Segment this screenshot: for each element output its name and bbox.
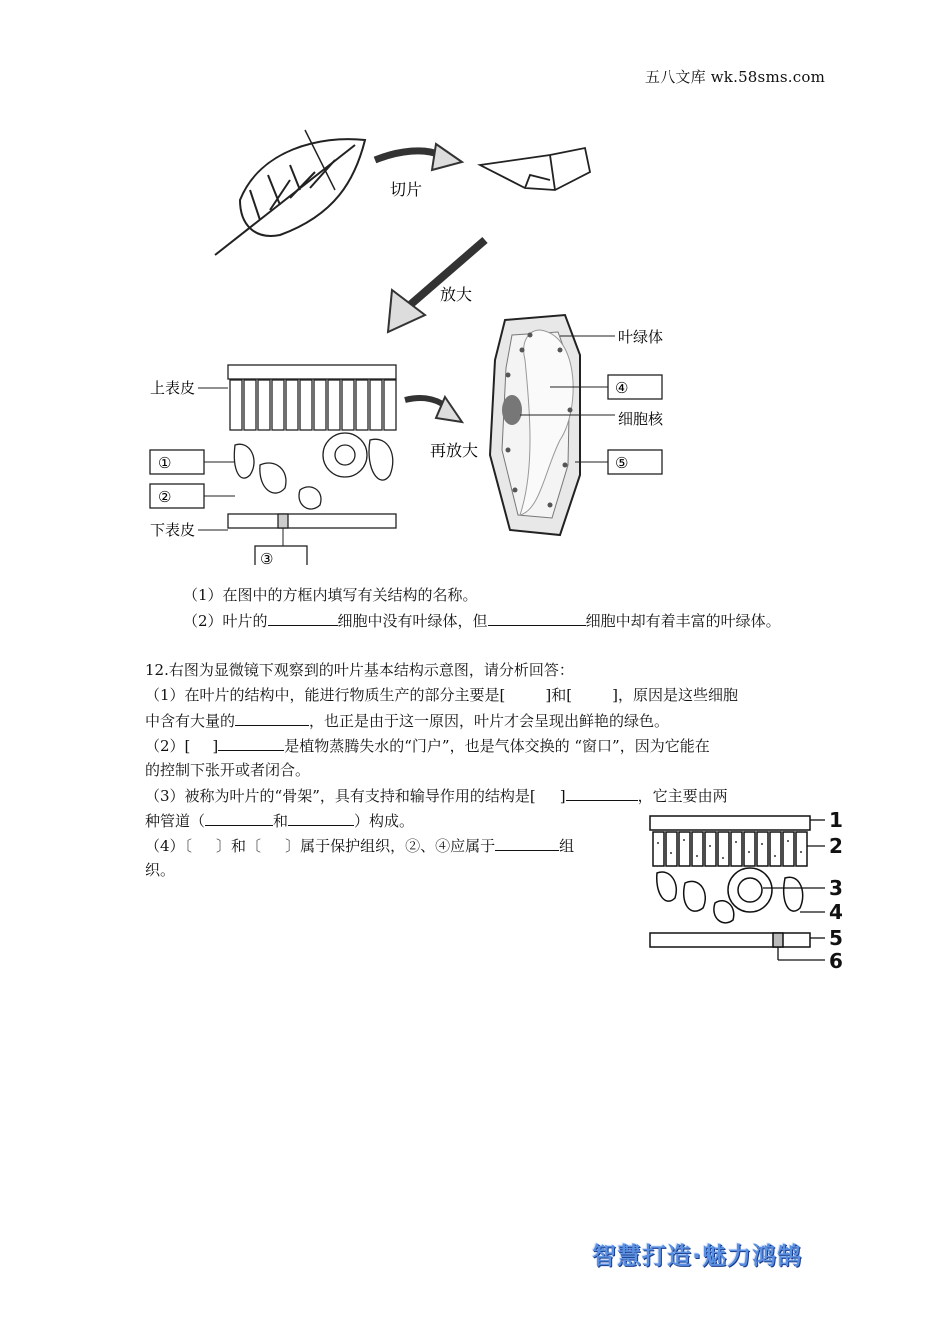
box-3-label: ③: [260, 550, 274, 565]
answer-blank[interactable]: [235, 709, 309, 726]
fig2-label-4: 4: [829, 900, 843, 924]
q12-part1-line2: 中含有大量的 ，也正是由于这一原因，叶片才会呈现出鲜艳的绿色。: [145, 709, 669, 732]
q12-part4-line2: 织。: [145, 861, 176, 879]
answer-blank[interactable]: [288, 809, 354, 826]
header-site-name: 五八文库 wk.58sms.com: [645, 68, 825, 86]
chloroplast-label: 叶绿体: [618, 328, 664, 346]
leaf-slice-icon: [480, 148, 590, 190]
fig2-label-3: 3: [829, 876, 843, 900]
nucleus-label: 细胞核: [618, 410, 664, 428]
q12-part2-line1: （2）[ ] 是植物蒸腾失水的“门户”，也是气体交换的 “窗口”，因为它能在: [145, 734, 710, 757]
zoom-again-arrow-icon: [405, 397, 462, 422]
leaf-cross-section: [228, 365, 396, 528]
slice-label: 切片: [390, 180, 423, 199]
zoom-label: 放大: [440, 285, 473, 304]
upper-epidermis-label: 上表皮: [150, 379, 196, 397]
slice-arrow-icon: [375, 144, 462, 170]
q12-part1-line1: （1）在叶片的结构中，能进行物质生产的部分主要是[ ]和[ ]，原因是这些细胞: [145, 686, 738, 704]
box-1-label: ①: [158, 454, 172, 472]
zoom-again-label: 再放大: [430, 441, 479, 460]
q12-part4-line1: （4）〔 〕和〔 〕属于保护组织，②、④应属于 组: [145, 834, 574, 857]
plant-cell-diagram: [490, 315, 580, 535]
q12-part3-line2: 种管道（ 和 ）构成。: [145, 809, 414, 832]
q12-title: 12.右图为显微镜下观察到的叶片基本结构示意图，请分析回答：: [145, 661, 574, 679]
q12-part2-line2: 的控制下张开或者闭合。: [145, 761, 311, 779]
answer-blank[interactable]: [488, 609, 586, 626]
answer-blank[interactable]: [205, 809, 273, 826]
answer-blank[interactable]: [218, 734, 284, 751]
footer-slogan: 智慧打造·魅力鸿鹄: [592, 1242, 803, 1270]
fig2-label-1: 1: [829, 808, 843, 832]
fig2-label-6: 6: [829, 949, 843, 973]
answer-blank[interactable]: [495, 834, 559, 851]
lower-epidermis-label: 下表皮: [150, 521, 196, 539]
fig2-label-5: 5: [829, 926, 843, 950]
leaf-icon: [215, 130, 365, 255]
box-5-label: ⑤: [615, 454, 629, 472]
answer-blank[interactable]: [566, 784, 638, 801]
leaf-structure-figure: [140, 110, 840, 565]
q11-part1: （1）在图中的方框内填写有关结构的名称。: [183, 586, 478, 604]
answer-blank[interactable]: [268, 609, 338, 626]
fig2-label-2: 2: [829, 834, 843, 858]
box-2-label: ②: [158, 488, 172, 506]
microscope-leaf-figure: [645, 808, 850, 973]
q11-part2: （2）叶片的 细胞中没有叶绿体，但 细胞中却有着丰富的叶绿体。: [183, 609, 781, 632]
box-4-label: ④: [615, 379, 629, 397]
q12-part3-line1: （3）被称为叶片的“骨架”，具有支持和输导作用的结构是[ ] ，它主要由两: [145, 784, 728, 807]
